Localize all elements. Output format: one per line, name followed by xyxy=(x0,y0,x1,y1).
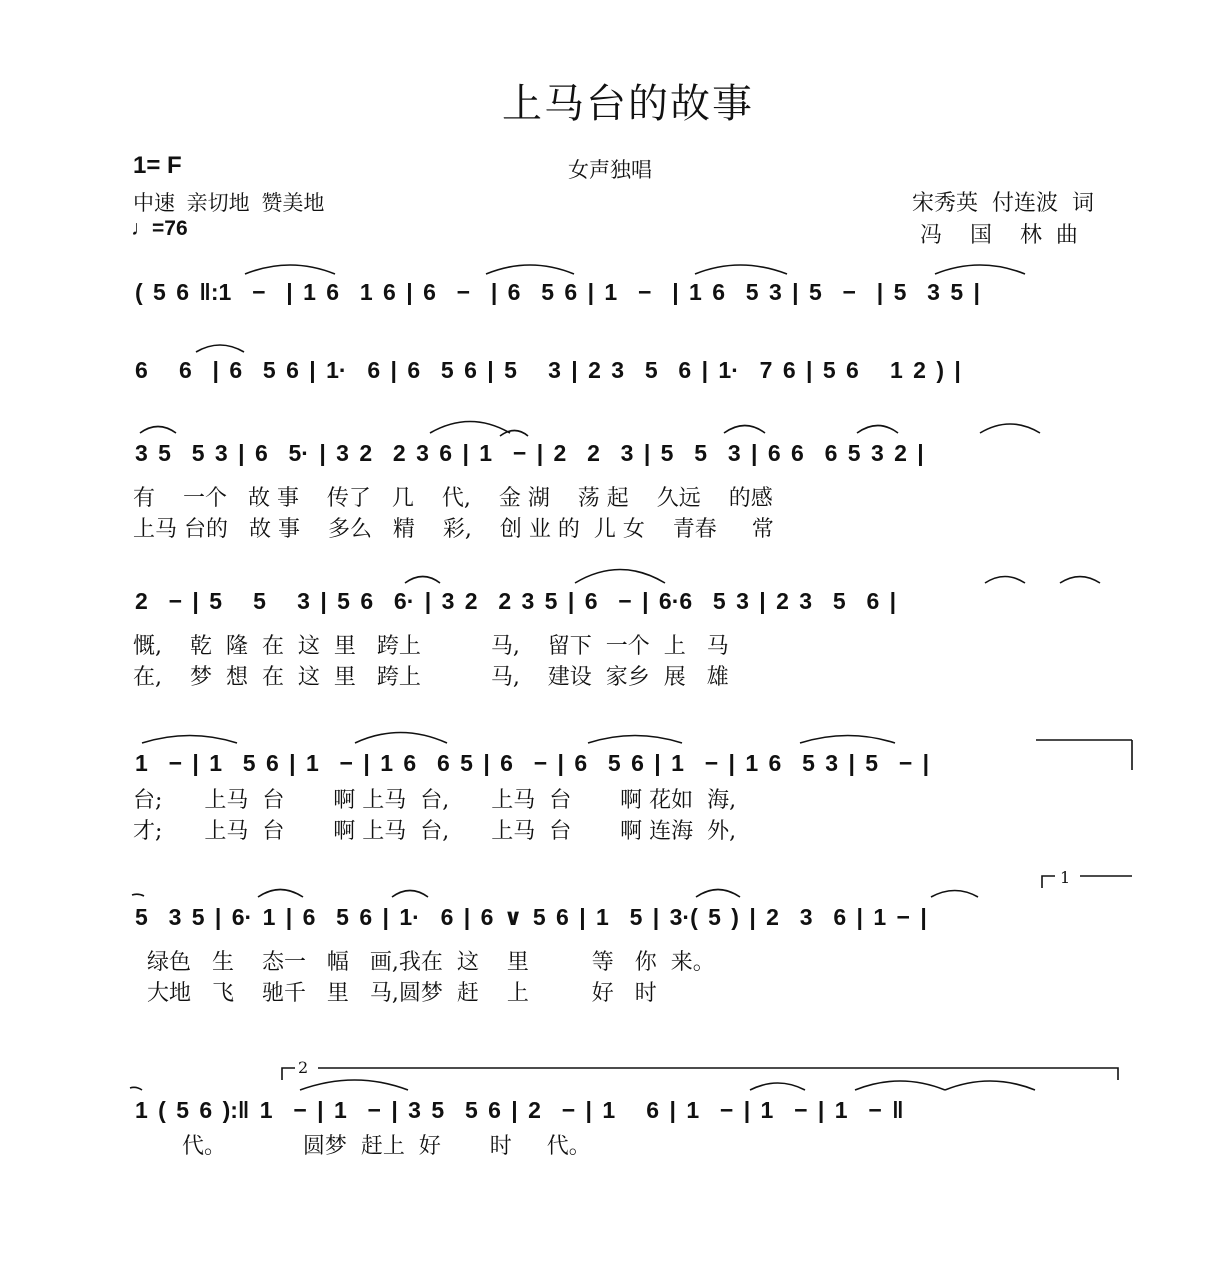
performance-type: 女声独唱 xyxy=(568,159,652,182)
metronome-marking: ♩=76 xyxy=(131,217,188,240)
notation-row-1: ( 5 6 ‖:1 − | 1 6 1 6 | 6 − | 6 5 6 | 1 − | 1 6 5 3 | 5 − | 5 3 5 | xyxy=(135,279,980,305)
lyricist-credit: 宋秀英 付连波 词 xyxy=(912,191,1094,216)
slur xyxy=(430,422,510,434)
key-signature: 1= F xyxy=(133,152,182,179)
notation-row-2: 6 6 | 6 5 6 | 1· 6 | 6 5 6 | 5 3 | 2 3 5 6 | 1· 7 6 | 5 6 1 2 ) | xyxy=(135,357,961,383)
lyric-row-6-verse-2: 大地 飞 驰千 里 马,圆梦 赶 上 好 时 xyxy=(133,981,657,1006)
slur xyxy=(980,424,1040,433)
slur xyxy=(132,894,144,896)
notation-row-7: 1 ( 5 6 ):‖ 1 − | 1 − | 3 5 5 6 | 2 − | 1 6 | 1 − | 1 − | 1 − ‖ xyxy=(135,1097,904,1123)
slur xyxy=(588,736,682,744)
slur xyxy=(724,426,765,434)
second-ending-label: 2 xyxy=(298,1058,309,1077)
slur xyxy=(696,890,740,898)
notation-row-6: 5 3 5 | 6· 1 | 6 5 6 | 1· 6 | 6 ∨ 5 6 | 1 5 | 3·( 5 ) | 2 3 6 | 1 − | xyxy=(135,904,927,930)
lyric-row-5-verse-2: 才; 上马 台 啊 上马 台, 上马 台 啊 连海 外, xyxy=(133,819,737,844)
slur xyxy=(486,265,574,274)
slur xyxy=(931,891,978,898)
slur xyxy=(695,265,787,274)
tempo-expression: 中速 亲切地 赞美地 xyxy=(133,192,325,215)
slur xyxy=(857,426,898,434)
slur xyxy=(258,890,303,898)
lyric-row-3-verse-2: 上马 台的 故 事 多么 精 彩, 创 业 的 儿 女 青春 常 xyxy=(133,517,774,542)
slur xyxy=(300,1080,408,1090)
slur xyxy=(1060,577,1100,584)
slur xyxy=(405,577,440,584)
lyric-row-3-verse-1: 有 一个 故 事 传了 几 代, 金 湖 荡 起 久远 的感 xyxy=(133,486,773,511)
lyric-row-5-verse-1: 台; 上马 台 啊 上马 台, 上马 台 啊 花如 海, xyxy=(133,788,737,813)
lyric-row-4-verse-2: 在, 梦 想 在 这 里 跨上 马, 建设 家乡 展 雄 xyxy=(133,665,729,690)
lyric-row-7: 代。 圆梦 赶上 好 时 代。 xyxy=(133,1134,591,1159)
slur xyxy=(575,570,665,584)
slur xyxy=(750,1083,805,1090)
slur xyxy=(855,1081,945,1090)
slur xyxy=(355,733,447,744)
slur xyxy=(800,736,895,744)
composer-credit: 冯 国 林 曲 xyxy=(920,223,1078,248)
first-ending-label: 1 xyxy=(1060,868,1071,887)
notation-row-5: 1 − | 1 5 6 | 1 − | 1 6 6 5 | 6 − | 6 5 6 | 1 − | 1 6 5 3 | 5 − | xyxy=(135,750,930,776)
slur xyxy=(196,345,244,352)
slur xyxy=(140,427,176,434)
lyric-row-4-verse-1: 慨, 乾 隆 在 这 里 跨上 马, 留下 一个 上 马 xyxy=(133,634,729,659)
volta-bracket-1 xyxy=(1042,876,1132,888)
notation-row-3: 3 5 5 3 | 6 5· | 3 2 2 3 6 | 1 − | 2 2 3 | 5 5 3 | 6 6 6 5 3 2 | xyxy=(135,440,924,466)
slur xyxy=(985,577,1025,584)
lyric-row-6-verse-1: 绿色 生 态一 幅 画,我在 这 里 等 你 来。 xyxy=(133,950,715,975)
song-title: 上马台的故事 xyxy=(502,81,754,127)
notation-row-4: 2 − | 5 5 3 | 5 6 6· | 3 2 2 3 5 | 6 − | 6·6 5 3 | 2 3 5 6 | xyxy=(135,588,897,614)
slur xyxy=(500,431,528,437)
volta-bracket-2 xyxy=(282,1068,1118,1080)
slur xyxy=(130,1087,142,1090)
slur xyxy=(142,736,237,744)
slur xyxy=(945,1081,1035,1090)
slur xyxy=(935,265,1025,274)
slur xyxy=(392,891,428,898)
slur xyxy=(245,265,335,274)
